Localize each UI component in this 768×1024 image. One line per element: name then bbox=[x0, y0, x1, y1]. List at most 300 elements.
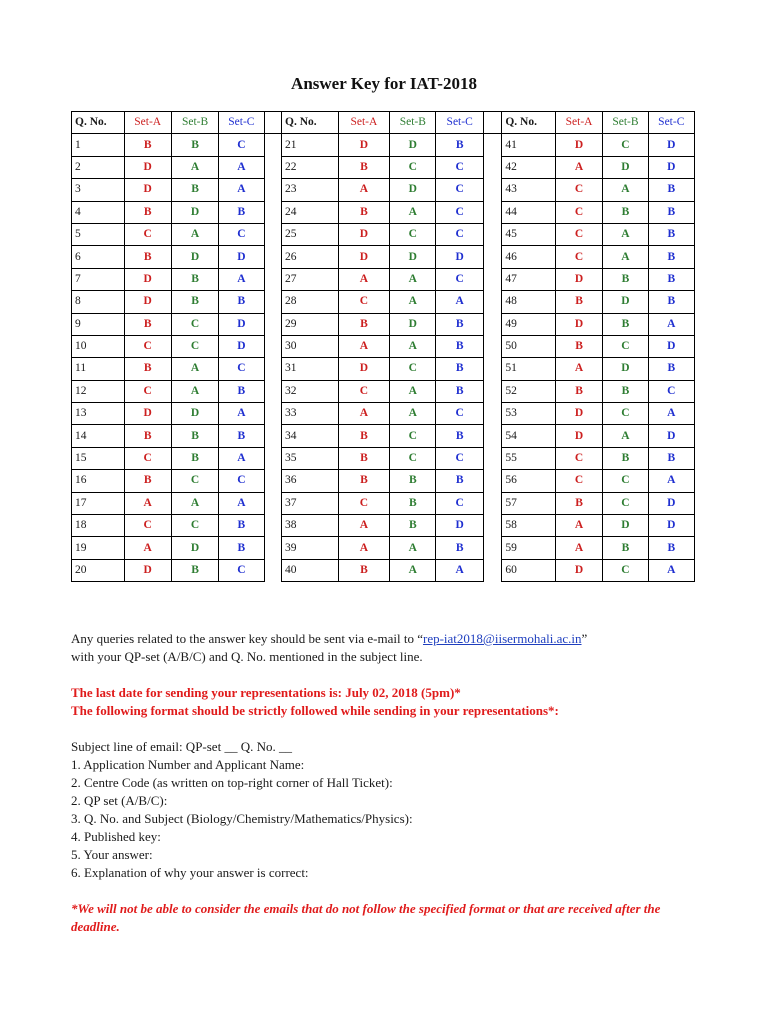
question-number: 41 bbox=[502, 134, 556, 156]
question-number: 31 bbox=[282, 358, 339, 380]
set-c-answer: B bbox=[648, 358, 694, 380]
set-b-answer: B bbox=[390, 492, 436, 514]
column-gap bbox=[264, 112, 282, 134]
column-gap bbox=[483, 470, 502, 492]
question-number: 55 bbox=[502, 447, 556, 469]
table-row bbox=[72, 291, 695, 313]
set-a-answer: C bbox=[124, 380, 171, 402]
table-row bbox=[72, 313, 695, 335]
column-gap bbox=[483, 134, 502, 156]
question-number: 9 bbox=[72, 313, 125, 335]
set-c-answer: B bbox=[436, 537, 483, 559]
set-a-header: Set-A bbox=[338, 112, 389, 134]
set-b-answer: D bbox=[603, 515, 648, 537]
set-a-answer: D bbox=[555, 268, 602, 290]
set-c-answer: C bbox=[219, 358, 264, 380]
set-b-header: Set-B bbox=[171, 112, 218, 134]
set-c-answer: C bbox=[436, 156, 483, 178]
column-gap bbox=[483, 291, 502, 313]
set-a-answer: B bbox=[338, 425, 389, 447]
set-c-answer: A bbox=[219, 268, 264, 290]
set-c-header: Set-C bbox=[436, 112, 483, 134]
set-c-answer: A bbox=[219, 447, 264, 469]
set-a-answer: D bbox=[338, 358, 389, 380]
set-c-answer: B bbox=[648, 246, 694, 268]
set-b-answer: A bbox=[603, 425, 648, 447]
set-a-answer: A bbox=[555, 156, 602, 178]
question-number: 32 bbox=[282, 380, 339, 402]
table-row bbox=[72, 335, 695, 357]
set-a-answer: B bbox=[338, 447, 389, 469]
question-number: 16 bbox=[72, 470, 125, 492]
table-row bbox=[72, 537, 695, 559]
set-b-answer: B bbox=[603, 313, 648, 335]
set-b-answer: C bbox=[603, 559, 648, 581]
set-c-answer: C bbox=[436, 268, 483, 290]
set-c-answer: B bbox=[219, 425, 264, 447]
set-c-answer: C bbox=[648, 380, 694, 402]
column-gap bbox=[264, 335, 282, 357]
question-number: 14 bbox=[72, 425, 125, 447]
table-row bbox=[72, 492, 695, 514]
set-a-answer: A bbox=[555, 515, 602, 537]
question-number: 18 bbox=[72, 515, 125, 537]
column-gap bbox=[483, 268, 502, 290]
set-c-answer: B bbox=[436, 425, 483, 447]
set-c-answer: A bbox=[219, 179, 264, 201]
set-c-answer: A bbox=[219, 156, 264, 178]
set-b-answer: B bbox=[171, 134, 218, 156]
question-number: 1 bbox=[72, 134, 125, 156]
question-number: 26 bbox=[282, 246, 339, 268]
set-c-answer: A bbox=[219, 492, 264, 514]
question-number: 40 bbox=[282, 559, 339, 581]
set-c-answer: B bbox=[648, 447, 694, 469]
query-text: Any queries related to the answer key should be sent via e-mail to “ bbox=[71, 631, 423, 646]
set-c-answer: D bbox=[648, 335, 694, 357]
question-number: 2 bbox=[72, 156, 125, 178]
set-c-answer: A bbox=[648, 470, 694, 492]
disclaimer: *We will not be able to consider the emails that do not follow the specified format or that are received after the deadline. bbox=[71, 901, 661, 934]
set-c-answer: C bbox=[219, 223, 264, 245]
set-a-answer: D bbox=[124, 403, 171, 425]
column-gap bbox=[483, 515, 502, 537]
column-gap bbox=[483, 223, 502, 245]
set-c-answer: B bbox=[219, 515, 264, 537]
set-b-answer: A bbox=[390, 335, 436, 357]
set-a-answer: A bbox=[338, 268, 389, 290]
format-line: 3. Q. No. and Subject (Biology/Chemistry/Mathematics/Physics): bbox=[71, 811, 413, 826]
set-c-answer: B bbox=[436, 380, 483, 402]
set-a-header: Set-A bbox=[555, 112, 602, 134]
column-gap bbox=[264, 134, 282, 156]
set-a-answer: C bbox=[124, 515, 171, 537]
table-row bbox=[72, 358, 695, 380]
column-gap bbox=[264, 447, 282, 469]
query-text-end: ” bbox=[581, 631, 588, 646]
set-b-answer: A bbox=[171, 156, 218, 178]
column-gap bbox=[483, 380, 502, 402]
qno-header: Q. No. bbox=[502, 112, 556, 134]
set-b-answer: A bbox=[390, 559, 436, 581]
question-number: 33 bbox=[282, 403, 339, 425]
question-number: 52 bbox=[502, 380, 556, 402]
set-c-answer: D bbox=[219, 313, 264, 335]
set-c-answer: A bbox=[648, 403, 694, 425]
format-line: 5. Your answer: bbox=[71, 847, 153, 862]
question-number: 53 bbox=[502, 403, 556, 425]
set-b-answer: C bbox=[603, 470, 648, 492]
set-b-answer: C bbox=[390, 425, 436, 447]
column-gap bbox=[264, 156, 282, 178]
set-a-answer: A bbox=[124, 492, 171, 514]
set-b-answer: C bbox=[390, 447, 436, 469]
email-link[interactable]: rep-iat2018@iisermohali.ac.in bbox=[422, 631, 582, 646]
format-notice: The following format should be strictly followed while sending in your representations*: bbox=[71, 703, 559, 718]
question-number: 54 bbox=[502, 425, 556, 447]
set-b-answer: A bbox=[390, 537, 436, 559]
set-a-answer: A bbox=[338, 515, 389, 537]
question-number: 58 bbox=[502, 515, 556, 537]
format-line: Subject line of email: QP-set __ Q. No. __ bbox=[71, 739, 292, 754]
set-b-answer: B bbox=[603, 447, 648, 469]
set-c-answer: B bbox=[648, 179, 694, 201]
column-gap bbox=[483, 492, 502, 514]
query-instruction-line-2: with your QP-set (A/B/C) and Q. No. mentioned in the subject line. bbox=[71, 649, 423, 664]
set-b-answer: C bbox=[390, 156, 436, 178]
set-a-answer: B bbox=[124, 425, 171, 447]
set-c-header: Set-C bbox=[219, 112, 264, 134]
set-a-answer: A bbox=[338, 403, 389, 425]
set-a-answer: D bbox=[124, 268, 171, 290]
set-c-answer: D bbox=[648, 156, 694, 178]
set-a-answer: D bbox=[555, 403, 602, 425]
set-a-answer: B bbox=[338, 201, 389, 223]
set-b-answer: D bbox=[603, 291, 648, 313]
set-a-answer: C bbox=[555, 223, 602, 245]
question-number: 6 bbox=[72, 246, 125, 268]
set-a-answer: B bbox=[124, 134, 171, 156]
set-b-answer: B bbox=[171, 425, 218, 447]
set-b-answer: D bbox=[171, 201, 218, 223]
set-b-answer: B bbox=[603, 380, 648, 402]
set-a-answer: C bbox=[338, 380, 389, 402]
set-a-answer: B bbox=[555, 492, 602, 514]
set-b-answer: A bbox=[390, 291, 436, 313]
question-number: 19 bbox=[72, 537, 125, 559]
qno-header: Q. No. bbox=[282, 112, 339, 134]
format-line: 2. Centre Code (as written on top-right corner of Hall Ticket): bbox=[71, 775, 393, 790]
set-c-answer: B bbox=[219, 201, 264, 223]
format-line: 2. QP set (A/B/C): bbox=[71, 793, 168, 808]
column-gap bbox=[264, 201, 282, 223]
set-a-answer: B bbox=[338, 156, 389, 178]
table-row bbox=[72, 156, 695, 178]
table-row bbox=[72, 134, 695, 156]
question-number: 51 bbox=[502, 358, 556, 380]
set-b-answer: D bbox=[603, 156, 648, 178]
question-number: 8 bbox=[72, 291, 125, 313]
set-c-answer: B bbox=[648, 537, 694, 559]
set-c-header: Set-C bbox=[648, 112, 694, 134]
set-a-answer: B bbox=[338, 559, 389, 581]
set-b-answer: A bbox=[171, 358, 218, 380]
question-number: 23 bbox=[282, 179, 339, 201]
set-b-answer: B bbox=[603, 268, 648, 290]
question-number: 45 bbox=[502, 223, 556, 245]
set-b-answer: A bbox=[390, 403, 436, 425]
set-b-answer: C bbox=[171, 470, 218, 492]
set-b-answer: B bbox=[603, 537, 648, 559]
question-number: 35 bbox=[282, 447, 339, 469]
set-a-answer: C bbox=[555, 246, 602, 268]
set-b-answer: A bbox=[390, 201, 436, 223]
set-b-answer: A bbox=[171, 223, 218, 245]
set-b-answer: D bbox=[390, 134, 436, 156]
set-b-answer: B bbox=[390, 515, 436, 537]
table-row bbox=[72, 425, 695, 447]
set-b-answer: C bbox=[603, 134, 648, 156]
column-gap bbox=[483, 313, 502, 335]
question-number: 60 bbox=[502, 559, 556, 581]
set-a-answer: B bbox=[555, 291, 602, 313]
set-a-answer: D bbox=[338, 134, 389, 156]
set-c-answer: D bbox=[648, 515, 694, 537]
set-b-answer: A bbox=[171, 492, 218, 514]
set-a-header: Set-A bbox=[124, 112, 171, 134]
column-gap bbox=[264, 179, 282, 201]
column-gap bbox=[483, 201, 502, 223]
set-b-answer: B bbox=[390, 470, 436, 492]
column-gap bbox=[264, 380, 282, 402]
set-b-answer: C bbox=[603, 335, 648, 357]
question-number: 37 bbox=[282, 492, 339, 514]
set-c-answer: B bbox=[436, 358, 483, 380]
set-b-answer: A bbox=[603, 246, 648, 268]
column-gap bbox=[264, 425, 282, 447]
table-row bbox=[72, 559, 695, 581]
set-c-answer: D bbox=[219, 246, 264, 268]
set-b-answer: D bbox=[171, 246, 218, 268]
format-line: 1. Application Number and Applicant Name: bbox=[71, 757, 305, 772]
column-gap bbox=[264, 403, 282, 425]
question-number: 15 bbox=[72, 447, 125, 469]
set-a-answer: A bbox=[555, 537, 602, 559]
table-row bbox=[72, 447, 695, 469]
set-a-answer: A bbox=[338, 537, 389, 559]
set-a-answer: D bbox=[124, 179, 171, 201]
set-a-answer: B bbox=[124, 201, 171, 223]
set-a-answer: C bbox=[555, 447, 602, 469]
answer-key-body bbox=[72, 134, 695, 582]
table-row bbox=[72, 223, 695, 245]
table-row bbox=[72, 380, 695, 402]
set-b-answer: B bbox=[603, 201, 648, 223]
question-number: 4 bbox=[72, 201, 125, 223]
set-a-answer: C bbox=[338, 291, 389, 313]
set-c-answer: B bbox=[648, 268, 694, 290]
column-gap bbox=[483, 246, 502, 268]
set-a-answer: B bbox=[124, 358, 171, 380]
column-gap bbox=[264, 470, 282, 492]
question-number: 49 bbox=[502, 313, 556, 335]
set-a-answer: D bbox=[555, 425, 602, 447]
column-gap bbox=[483, 335, 502, 357]
set-c-answer: B bbox=[436, 134, 483, 156]
set-c-answer: B bbox=[648, 201, 694, 223]
question-number: 21 bbox=[282, 134, 339, 156]
set-c-answer: A bbox=[648, 313, 694, 335]
answer-key-table bbox=[71, 111, 695, 582]
set-a-answer: B bbox=[124, 470, 171, 492]
set-c-answer: D bbox=[436, 515, 483, 537]
query-instruction bbox=[71, 630, 711, 648]
column-gap bbox=[264, 515, 282, 537]
question-number: 12 bbox=[72, 380, 125, 402]
set-b-answer: B bbox=[171, 291, 218, 313]
question-number: 17 bbox=[72, 492, 125, 514]
set-a-answer: D bbox=[124, 156, 171, 178]
table-row bbox=[72, 403, 695, 425]
question-number: 24 bbox=[282, 201, 339, 223]
format-list bbox=[71, 738, 711, 882]
set-b-answer: D bbox=[390, 179, 436, 201]
column-gap bbox=[264, 268, 282, 290]
set-c-answer: B bbox=[436, 470, 483, 492]
set-b-answer: C bbox=[171, 335, 218, 357]
set-c-answer: C bbox=[436, 201, 483, 223]
question-number: 48 bbox=[502, 291, 556, 313]
set-b-header: Set-B bbox=[390, 112, 436, 134]
question-number: 29 bbox=[282, 313, 339, 335]
set-c-answer: C bbox=[219, 470, 264, 492]
set-c-answer: D bbox=[648, 492, 694, 514]
column-gap bbox=[264, 291, 282, 313]
format-line: 6. Explanation of why your answer is correct: bbox=[71, 865, 309, 880]
question-number: 42 bbox=[502, 156, 556, 178]
set-b-answer: C bbox=[390, 358, 436, 380]
set-b-answer: B bbox=[171, 268, 218, 290]
set-c-answer: C bbox=[436, 492, 483, 514]
column-gap bbox=[483, 179, 502, 201]
set-c-answer: C bbox=[436, 223, 483, 245]
column-gap bbox=[483, 425, 502, 447]
question-number: 50 bbox=[502, 335, 556, 357]
column-gap bbox=[483, 447, 502, 469]
question-number: 57 bbox=[502, 492, 556, 514]
question-number: 25 bbox=[282, 223, 339, 245]
set-c-answer: B bbox=[219, 380, 264, 402]
column-gap bbox=[483, 112, 502, 134]
question-number: 13 bbox=[72, 403, 125, 425]
question-number: 56 bbox=[502, 470, 556, 492]
set-a-answer: D bbox=[124, 559, 171, 581]
set-a-answer: D bbox=[338, 223, 389, 245]
set-b-answer: C bbox=[171, 515, 218, 537]
table-row bbox=[72, 470, 695, 492]
set-c-answer: A bbox=[219, 403, 264, 425]
set-b-answer: B bbox=[171, 179, 218, 201]
notes-section bbox=[71, 630, 711, 936]
set-c-answer: C bbox=[219, 559, 264, 581]
qno-header: Q. No. bbox=[72, 112, 125, 134]
column-gap bbox=[483, 358, 502, 380]
question-number: 5 bbox=[72, 223, 125, 245]
set-b-answer: D bbox=[390, 246, 436, 268]
set-b-answer: C bbox=[603, 403, 648, 425]
set-c-answer: A bbox=[436, 559, 483, 581]
set-a-answer: B bbox=[555, 335, 602, 357]
set-c-answer: A bbox=[436, 291, 483, 313]
set-a-answer: D bbox=[124, 291, 171, 313]
column-gap bbox=[483, 403, 502, 425]
column-gap bbox=[264, 313, 282, 335]
set-c-answer: D bbox=[219, 335, 264, 357]
set-a-answer: C bbox=[124, 223, 171, 245]
set-c-answer: D bbox=[436, 246, 483, 268]
question-number: 39 bbox=[282, 537, 339, 559]
question-number: 30 bbox=[282, 335, 339, 357]
set-c-answer: B bbox=[436, 313, 483, 335]
question-number: 38 bbox=[282, 515, 339, 537]
set-a-answer: B bbox=[124, 246, 171, 268]
column-gap bbox=[264, 537, 282, 559]
set-c-answer: B bbox=[219, 537, 264, 559]
set-b-answer: B bbox=[171, 559, 218, 581]
set-b-answer: C bbox=[603, 492, 648, 514]
column-gap bbox=[483, 559, 502, 581]
set-a-answer: A bbox=[124, 537, 171, 559]
format-line: 4. Published key: bbox=[71, 829, 161, 844]
last-date-notice: The last date for sending your representations is: July 02, 2018 (5pm)* bbox=[71, 685, 461, 700]
set-a-answer: C bbox=[124, 447, 171, 469]
set-a-answer: D bbox=[555, 313, 602, 335]
column-gap bbox=[483, 537, 502, 559]
question-number: 10 bbox=[72, 335, 125, 357]
set-a-answer: B bbox=[555, 380, 602, 402]
question-number: 22 bbox=[282, 156, 339, 178]
set-c-answer: D bbox=[648, 134, 694, 156]
column-gap bbox=[264, 492, 282, 514]
table-row bbox=[72, 246, 695, 268]
set-c-answer: B bbox=[648, 223, 694, 245]
set-a-answer: D bbox=[338, 246, 389, 268]
table-row bbox=[72, 515, 695, 537]
set-b-answer: D bbox=[171, 403, 218, 425]
set-a-answer: C bbox=[555, 201, 602, 223]
set-b-answer: D bbox=[171, 537, 218, 559]
set-c-answer: B bbox=[436, 335, 483, 357]
set-a-answer: C bbox=[555, 470, 602, 492]
set-b-answer: A bbox=[390, 268, 436, 290]
question-number: 11 bbox=[72, 358, 125, 380]
question-number: 59 bbox=[502, 537, 556, 559]
column-gap bbox=[483, 156, 502, 178]
set-a-answer: A bbox=[338, 335, 389, 357]
column-gap bbox=[264, 358, 282, 380]
table-row bbox=[72, 268, 695, 290]
set-b-answer: C bbox=[390, 223, 436, 245]
column-gap bbox=[264, 246, 282, 268]
table-row bbox=[72, 201, 695, 223]
page-title: Answer Key for IAT-2018 bbox=[291, 74, 477, 93]
set-b-answer: D bbox=[603, 358, 648, 380]
question-number: 44 bbox=[502, 201, 556, 223]
set-c-answer: D bbox=[648, 425, 694, 447]
set-b-answer: B bbox=[171, 447, 218, 469]
set-a-answer: C bbox=[338, 492, 389, 514]
set-c-answer: C bbox=[436, 447, 483, 469]
